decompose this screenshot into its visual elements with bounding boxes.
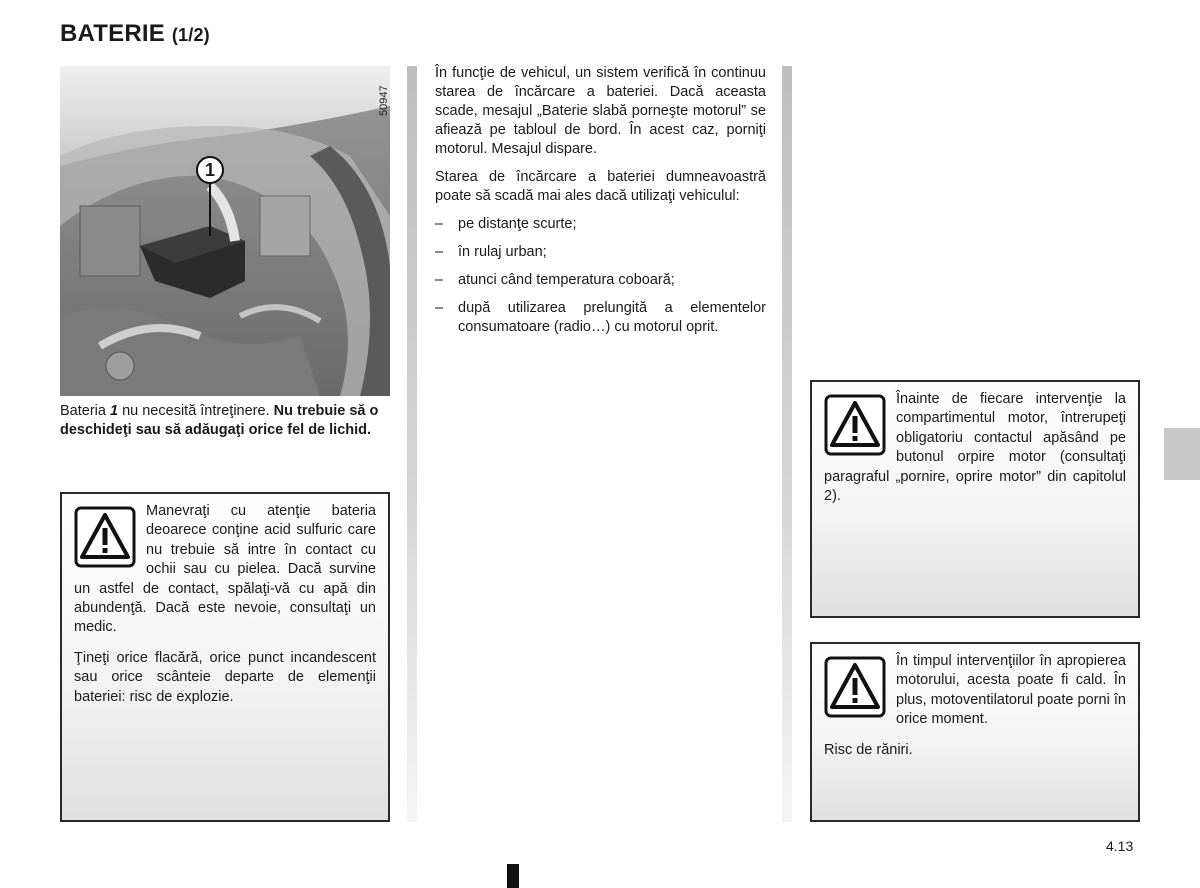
warning-right-1-paragraph: Înainte de fiecare intervenţie la compartimentul motor, întrerupeţi obligatoriu contactul apăsând pe butonul orpire motor (consultaţi paragraful „pornire, oprire motor” din capitolul 2). [824, 391, 1126, 505]
warning-right-2-paragraph-1: În timpul intervenţiilor în apropierea motorului, acesta poate fi cald. În plus, motoventilatorul poate porni în orice moment. [896, 653, 1126, 728]
caption-prefix: Bateria [60, 403, 110, 419]
engine-bay-photo [60, 66, 390, 396]
warning-box-acid [60, 492, 390, 822]
list-item: – atunci când temperatura coboară; [435, 272, 675, 288]
image-code [378, 70, 390, 120]
middle-paragraph-1: În funcţie de vehicul, un sistem verifică în continuu starea de încărcare a bateriei. Dacă aceasta scade, mesajul „Baterie slabă porneşte motorul” se afiează pe tabloul de bord. În acest caz, porniţi motorul. Mesajul dispare. [435, 65, 766, 157]
warning-triangle-icon [824, 656, 886, 718]
column-divider-right [782, 66, 792, 822]
warning-triangle-icon [74, 506, 136, 568]
photo-caption [60, 402, 392, 440]
caption-normal: nu necesită întreţinere. [118, 403, 274, 419]
warning-left-paragraph-1: Manevraţi cu atenţie bateria deoarece conţine acid sulfuric care nu trebuie să intre în contact cu ochii sau cu pielea. Dacă survine un astfel de contact, spălaţi-vă cu apă din abundenţă. Dacă este nevoie, consultaţi un medic. [74, 503, 376, 636]
list-item: – pe distanţe scurte; [435, 216, 577, 232]
page-title [60, 20, 210, 48]
middle-paragraph-2: Starea de încărcare a bateriei dumneavoastră poate să scadă mai ales dacă utilizaţi vehiculul: [435, 169, 766, 204]
warning-right-2-paragraph-2: Risc de răniri. [824, 741, 913, 758]
page-number: 4.13 [1106, 838, 1134, 854]
image-code-text: 50947 [378, 85, 390, 116]
warning-box-ignition [810, 380, 1140, 618]
chapter-tab [1164, 428, 1200, 480]
warning-triangle-icon [824, 394, 886, 456]
caption-ref: 1 [109, 403, 119, 419]
list-item: – după utilizarea prelungită a elementelor consumatoare (radio…) cu motorul oprit. [435, 300, 766, 335]
page-title-text: BATERIE [60, 20, 165, 47]
list-item: – în rulaj urban; [435, 244, 547, 260]
usage-list [435, 215, 766, 337]
column-divider-left [407, 66, 417, 822]
warning-left-paragraph-2: Ţineţi orice flacără, orice punct incandescent sau orice scânteie departe de elemenţii bateriei: risc de explozie. [74, 649, 376, 705]
warning-box-hot-engine [810, 642, 1140, 822]
caption-bold: Nu trebuie să o deschideţi sau să adăugaţi orice fel de lichid. [60, 403, 379, 438]
callout-1 [196, 156, 224, 184]
middle-column [435, 64, 766, 346]
page-title-part: (1/2) [171, 25, 210, 45]
crop-mark [507, 864, 519, 888]
callout-number: 1 [204, 160, 215, 180]
